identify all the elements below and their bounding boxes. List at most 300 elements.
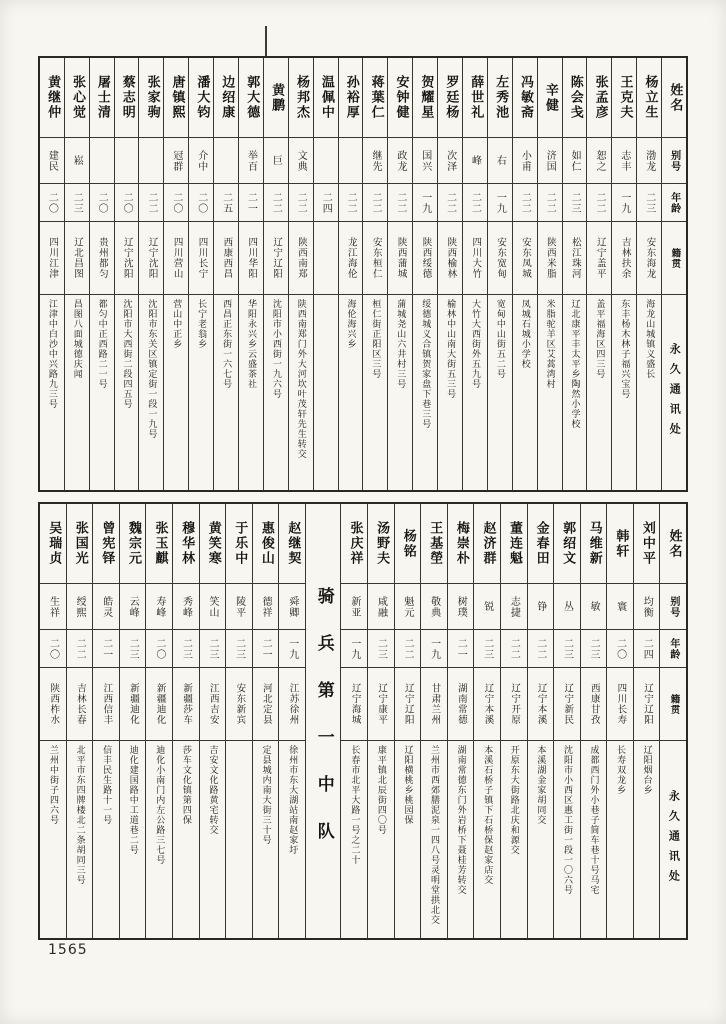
alias-cell: 新亚 bbox=[341, 584, 367, 630]
native-place-cell: 陕西榆林 bbox=[438, 222, 462, 295]
alias-cell bbox=[339, 138, 363, 184]
name-cell: 左秀池 bbox=[488, 58, 512, 138]
alias-cell: 云峰 bbox=[120, 584, 146, 630]
alias-cell: 建民 bbox=[40, 138, 64, 184]
native-place-cell: 辽宁康平 bbox=[368, 668, 394, 741]
address-cell: 凤城石城小学校 bbox=[519, 299, 530, 369]
age-cell: 二二 bbox=[339, 184, 363, 222]
person-column bbox=[40, 58, 64, 490]
name-cell: 杨铭 bbox=[395, 504, 421, 584]
age-cell: 二三 bbox=[474, 630, 500, 668]
person-column bbox=[172, 504, 199, 938]
age-cell: 二〇 bbox=[164, 184, 188, 222]
age-cell: 二〇 bbox=[607, 630, 633, 668]
name-cell: 温佩中 bbox=[314, 58, 338, 138]
age-cell: 一九 bbox=[421, 630, 447, 668]
name-cell: 赵济群 bbox=[474, 504, 500, 584]
address-cell: 都匀中正西路二一号 bbox=[96, 299, 107, 389]
name-cell: 郭大德 bbox=[239, 58, 263, 138]
native-place-cell: 松江珠河 bbox=[563, 222, 587, 295]
alias-cell: 渤龙 bbox=[637, 138, 661, 184]
native-place-cell: 辽宁沈阳 bbox=[115, 222, 139, 295]
name-cell: 杨邦杰 bbox=[289, 58, 313, 138]
name-cell: 冯敏斋 bbox=[513, 58, 537, 138]
person-column bbox=[252, 504, 279, 938]
address-cell: 兰州市西郊膳泥泉一四八号灵明堂拱北交 bbox=[429, 745, 440, 925]
address-cell: 辽北康平丰太平乡陶然小学校 bbox=[569, 299, 580, 429]
address-cell: 湖南常德东门外岩桥下聂桂芳转交 bbox=[455, 745, 466, 895]
address-cell: 莎车文化镇第四保 bbox=[180, 745, 191, 825]
name-cell: 黄笑寒 bbox=[200, 504, 226, 584]
name-cell: 魏宗元 bbox=[120, 504, 146, 584]
name-cell: 薛世礼 bbox=[463, 58, 487, 138]
native-place-cell: 西康西昌 bbox=[214, 222, 238, 295]
person-column bbox=[213, 58, 238, 490]
alias-cell: 树璞 bbox=[448, 584, 474, 630]
person-column bbox=[606, 504, 633, 938]
person-column bbox=[394, 504, 421, 938]
age-cell: 二二 bbox=[363, 184, 387, 222]
person-column bbox=[225, 504, 252, 938]
age-cell: 二二 bbox=[501, 630, 527, 668]
name-cell: 惠俊山 bbox=[253, 504, 279, 584]
age-cell: 二〇 bbox=[115, 184, 139, 222]
alias-cell: 绶熙 bbox=[67, 584, 93, 630]
person-column bbox=[163, 58, 188, 490]
person-column bbox=[362, 58, 387, 490]
name-cell: 安钟健 bbox=[388, 58, 412, 138]
alias-cell: 政龙 bbox=[388, 138, 412, 184]
native-place-cell: 新疆迪化 bbox=[146, 668, 172, 741]
age-cell: 二三 bbox=[200, 630, 226, 668]
age-cell: 二二 bbox=[395, 630, 421, 668]
name-cell: 吴瑞贞 bbox=[40, 504, 66, 584]
person-column bbox=[66, 504, 93, 938]
address-cell: 西昌正东街一六七号 bbox=[221, 299, 232, 389]
name-cell: 蒋葉仁 bbox=[363, 58, 387, 138]
person-column bbox=[420, 504, 447, 938]
alias-cell: 铮 bbox=[528, 584, 554, 630]
address-cell: 徐州市东大湖站南赵家圩 bbox=[287, 745, 298, 855]
alias-cell bbox=[115, 138, 139, 184]
address-cell: 绥德城义合镇贺家盘下巷三号 bbox=[420, 299, 431, 429]
address-cell: 辽阳横桃乡桃园保 bbox=[402, 745, 413, 825]
person-column bbox=[278, 504, 305, 938]
column-header-name: 姓名 bbox=[662, 58, 686, 138]
address-cell: 盖平福海区四三号 bbox=[594, 299, 605, 379]
person-column bbox=[40, 504, 66, 938]
native-place-cell: 陕西蒲城 bbox=[388, 222, 412, 295]
squadron-title: 骑兵第一中队 bbox=[313, 587, 334, 869]
squadron-band-column bbox=[305, 504, 341, 938]
alias-cell: 德祥 bbox=[253, 584, 279, 630]
native-place-cell: 四川长寿 bbox=[607, 668, 633, 741]
native-place-cell: 贵州都匀 bbox=[90, 222, 114, 295]
address-cell: 蒲城尧山六井村三号 bbox=[395, 299, 406, 389]
age-cell: 二〇 bbox=[146, 630, 172, 668]
age-cell: 二三 bbox=[173, 630, 199, 668]
age-cell: 二三 bbox=[581, 630, 607, 668]
alias-cell: 文典 bbox=[289, 138, 313, 184]
name-cell: 于乐中 bbox=[226, 504, 252, 584]
person-column bbox=[199, 504, 226, 938]
alias-cell bbox=[90, 138, 114, 184]
person-column bbox=[412, 58, 437, 490]
address-cell: 大竹大西街外五九号 bbox=[469, 299, 480, 389]
person-column bbox=[586, 58, 611, 490]
age-cell: 二一 bbox=[448, 630, 474, 668]
native-place-cell: 辽宁本溪 bbox=[474, 668, 500, 741]
native-place-cell: 辽宁辽阳 bbox=[264, 222, 288, 295]
address-cell: 沈阳市小西区惠工街一段一〇六号 bbox=[561, 745, 572, 895]
native-place-cell: 四川华阳 bbox=[239, 222, 263, 295]
name-cell: 唐镇熙 bbox=[164, 58, 188, 138]
address-cell: 沈阳市东关区镇定街一段一九号 bbox=[146, 299, 157, 439]
age-cell: 二二 bbox=[463, 184, 487, 222]
native-place-cell: 辽宁辽阳 bbox=[634, 668, 660, 741]
address-cell: 迪化小南门内左公路三七号 bbox=[154, 745, 165, 865]
alias-cell: 锐 bbox=[474, 584, 500, 630]
alias-cell: 均衡 bbox=[634, 584, 660, 630]
native-place-cell: 陕西南郑 bbox=[289, 222, 313, 295]
age-cell: 二二 bbox=[264, 184, 288, 222]
address-cell: 开原东大街路北庆和源交 bbox=[508, 745, 519, 855]
name-cell: 曾宪铎 bbox=[93, 504, 119, 584]
column-header-alias: 别号 bbox=[660, 584, 686, 630]
address-cell: 长宁老翁乡 bbox=[196, 299, 207, 349]
native-place-cell: 陕西柞水 bbox=[40, 668, 66, 741]
age-cell: 二三 bbox=[65, 184, 89, 222]
native-place-cell: 四川营山 bbox=[164, 222, 188, 295]
age-cell: 二一 bbox=[253, 630, 279, 668]
name-cell: 边绍康 bbox=[214, 58, 238, 138]
alias-cell: 介中 bbox=[189, 138, 213, 184]
native-place-cell: 西康甘孜 bbox=[581, 668, 607, 741]
address-cell: 华阳永兴乡云盛茶社 bbox=[245, 299, 256, 389]
age-cell: 一九 bbox=[488, 184, 512, 222]
alias-cell: 峰 bbox=[463, 138, 487, 184]
person-column bbox=[138, 58, 163, 490]
native-place-cell: 吉林长春 bbox=[67, 668, 93, 741]
alias-cell: 举百 bbox=[239, 138, 263, 184]
age-cell: 二二 bbox=[538, 184, 562, 222]
name-cell: 梅崇朴 bbox=[448, 504, 474, 584]
name-cell: 蔡志明 bbox=[115, 58, 139, 138]
age-cell: 二一 bbox=[93, 630, 119, 668]
person-column bbox=[636, 58, 661, 490]
person-column bbox=[527, 504, 554, 938]
age-cell: 二二 bbox=[528, 630, 554, 668]
name-cell: 张孟彦 bbox=[587, 58, 611, 138]
age-cell: 二三 bbox=[226, 630, 252, 668]
person-column bbox=[119, 504, 146, 938]
address-cell: 吉安文化路黄宅转交 bbox=[207, 745, 218, 835]
age-cell: 二三 bbox=[554, 630, 580, 668]
person-column bbox=[387, 58, 412, 490]
alias-cell: 继先 bbox=[363, 138, 387, 184]
age-cell: 二二 bbox=[438, 184, 462, 222]
alias-cell: 巨 bbox=[264, 138, 288, 184]
age-cell: 一九 bbox=[279, 630, 305, 668]
native-place-cell: 辽北昌图 bbox=[65, 222, 89, 295]
column-header-native: 籍贯 bbox=[660, 668, 686, 741]
alias-cell bbox=[214, 138, 238, 184]
person-column bbox=[313, 58, 338, 490]
age-cell: 二二 bbox=[388, 184, 412, 222]
native-place-cell: 辽宁开原 bbox=[501, 668, 527, 741]
address-cell: 康平镇北辰街四〇号 bbox=[375, 745, 386, 835]
age-cell: 二二 bbox=[67, 630, 93, 668]
address-cell: 营山中正乡 bbox=[171, 299, 182, 349]
native-place-cell: 吉林扶余 bbox=[612, 222, 636, 295]
alias-cell bbox=[314, 138, 338, 184]
person-column bbox=[462, 58, 487, 490]
name-cell: 刘中平 bbox=[634, 504, 660, 584]
column-header-age: 年龄 bbox=[660, 630, 686, 668]
header-column bbox=[661, 58, 686, 490]
name-cell: 潘大钧 bbox=[189, 58, 213, 138]
address-cell: 昌图八面城德庆闻 bbox=[71, 299, 82, 379]
address-cell: 本溪石桥子镇下石桥保赵家店交 bbox=[482, 745, 493, 885]
name-cell: 贺耀星 bbox=[413, 58, 437, 138]
address-cell bbox=[314, 295, 338, 490]
person-column bbox=[447, 504, 474, 938]
age-cell: 二四 bbox=[634, 630, 660, 668]
alias-cell bbox=[139, 138, 163, 184]
address-cell: 榆林中山南大街五三号 bbox=[445, 299, 456, 399]
name-cell: 张庆祥 bbox=[341, 504, 367, 584]
native-place-cell: 四川长宁 bbox=[189, 222, 213, 295]
address-cell: 宽甸中山街五二号 bbox=[494, 299, 505, 379]
person-column bbox=[263, 58, 288, 490]
person-column bbox=[580, 504, 607, 938]
address-cell: 江津中白沙中兴路九三号 bbox=[46, 299, 57, 409]
person-column bbox=[89, 58, 114, 490]
native-place-cell: 辽宁本溪 bbox=[528, 668, 554, 741]
native-place-cell: 新疆迪化 bbox=[120, 668, 146, 741]
name-cell: 黄鹏 bbox=[264, 58, 288, 138]
alias-cell: 国兴 bbox=[413, 138, 437, 184]
native-place-cell: 四川大竹 bbox=[463, 222, 487, 295]
age-cell: 二二 bbox=[139, 184, 163, 222]
native-place-cell: 安东海龙 bbox=[637, 222, 661, 295]
address-cell bbox=[226, 741, 252, 938]
alias-cell: 魁元 bbox=[395, 584, 421, 630]
native-place-cell: 辽宁海城 bbox=[341, 668, 367, 741]
address-cell: 信丰民生路十一号 bbox=[101, 745, 112, 825]
alias-cell: 陵平 bbox=[226, 584, 252, 630]
age-cell: 二三 bbox=[120, 630, 146, 668]
name-cell: 马维新 bbox=[581, 504, 607, 584]
native-place-cell: 安东新宾 bbox=[226, 668, 252, 741]
alias-cell: 次泽 bbox=[438, 138, 462, 184]
alias-cell: 舜卿 bbox=[279, 584, 305, 630]
native-place-cell: 辽宁沈阳 bbox=[139, 222, 163, 295]
age-cell: 二〇 bbox=[40, 630, 66, 668]
header-column bbox=[659, 504, 686, 938]
person-column bbox=[288, 58, 313, 490]
age-cell: 二二 bbox=[587, 184, 611, 222]
name-cell: 罗廷杨 bbox=[438, 58, 462, 138]
alias-cell: 咸融 bbox=[368, 584, 394, 630]
name-cell: 赵继契 bbox=[279, 504, 305, 584]
person-column bbox=[562, 58, 587, 490]
address-cell: 米脂驼羊区艾蒿湾村 bbox=[544, 299, 555, 389]
alias-cell: 生祥 bbox=[40, 584, 66, 630]
address-cell: 长春市北平大路一号之二十 bbox=[349, 745, 360, 865]
name-cell: 董连魁 bbox=[501, 504, 527, 584]
native-place-cell: 辽宁辽阳 bbox=[395, 668, 421, 741]
address-cell: 本溪湖金家胡同交 bbox=[535, 745, 546, 825]
age-cell: 二一 bbox=[239, 184, 263, 222]
native-place-cell: 陕西绥德 bbox=[413, 222, 437, 295]
person-column bbox=[338, 58, 363, 490]
alias-cell: 崧 bbox=[65, 138, 89, 184]
alias-cell: 丛 bbox=[554, 584, 580, 630]
address-cell: 辽阳烟台乡 bbox=[641, 745, 652, 795]
name-cell: 汤野夫 bbox=[368, 504, 394, 584]
name-cell: 孙裕厚 bbox=[339, 58, 363, 138]
column-header-address: 永久通讯处 bbox=[667, 790, 681, 890]
person-column bbox=[188, 58, 213, 490]
name-cell: 金春田 bbox=[528, 504, 554, 584]
alias-cell: 志捷 bbox=[501, 584, 527, 630]
age-cell: 二〇 bbox=[40, 184, 64, 222]
name-cell: 杨立生 bbox=[637, 58, 661, 138]
name-cell: 陈会戋 bbox=[563, 58, 587, 138]
address-cell: 北平市东四牌楼北二条胡同三号 bbox=[74, 745, 85, 885]
person-column bbox=[92, 504, 119, 938]
alias-cell: 寰 bbox=[607, 584, 633, 630]
native-place-cell: 四川江津 bbox=[40, 222, 64, 295]
column-header-alias: 别号 bbox=[662, 138, 686, 184]
address-cell: 沈阳市大西街二段四五号 bbox=[121, 299, 132, 409]
native-place-cell: 江西信丰 bbox=[93, 668, 119, 741]
name-cell: 张家驹 bbox=[139, 58, 163, 138]
age-cell: 二三 bbox=[637, 184, 661, 222]
address-cell: 成都西门外小巷子简车巷十号马宅 bbox=[588, 745, 599, 895]
age-cell: 二五 bbox=[214, 184, 238, 222]
person-column bbox=[64, 58, 89, 490]
column-header-address: 永久通讯处 bbox=[668, 343, 682, 443]
alias-cell: 笑山 bbox=[200, 584, 226, 630]
age-cell: 二二 bbox=[513, 184, 537, 222]
native-place-cell: 江苏徐州 bbox=[279, 668, 305, 741]
person-column bbox=[473, 504, 500, 938]
native-place-cell: 新疆莎车 bbox=[173, 668, 199, 741]
fold-crease-mark bbox=[265, 26, 267, 56]
person-column bbox=[487, 58, 512, 490]
address-cell: 桓仁街正阳区三号 bbox=[370, 299, 381, 379]
name-cell: 黄继仲 bbox=[40, 58, 64, 138]
alias-cell: 济国 bbox=[538, 138, 562, 184]
native-place-cell: 甘肃兰州 bbox=[421, 668, 447, 741]
person-column bbox=[437, 58, 462, 490]
alias-cell: 如仁 bbox=[563, 138, 587, 184]
page-number: 1565 bbox=[48, 942, 88, 958]
name-cell: 屠士清 bbox=[90, 58, 114, 138]
name-cell: 郭绍文 bbox=[554, 504, 580, 584]
alias-cell: 志丰 bbox=[612, 138, 636, 184]
name-cell: 王克夫 bbox=[612, 58, 636, 138]
alias-cell: 冠群 bbox=[164, 138, 188, 184]
native-place-cell: 辽宁新民 bbox=[554, 668, 580, 741]
native-place-cell bbox=[314, 222, 338, 295]
age-cell: 一九 bbox=[612, 184, 636, 222]
native-place-cell: 江西吉安 bbox=[200, 668, 226, 741]
age-cell: 二三 bbox=[368, 630, 394, 668]
person-column bbox=[238, 58, 263, 490]
address-cell: 兰州中街子四六号 bbox=[47, 745, 58, 825]
native-place-cell: 安东桓仁 bbox=[363, 222, 387, 295]
name-cell: 穆华林 bbox=[173, 504, 199, 584]
address-cell: 定县城内南大街三十号 bbox=[260, 745, 271, 845]
address-cell: 陕西南郑门外大河坎叶茂轩先生转交 bbox=[295, 299, 306, 459]
alias-cell: 右 bbox=[488, 138, 512, 184]
name-cell: 张国光 bbox=[67, 504, 93, 584]
person-column bbox=[340, 504, 367, 938]
person-column bbox=[145, 504, 172, 938]
age-cell: 二三 bbox=[563, 184, 587, 222]
alias-cell: 恕之 bbox=[587, 138, 611, 184]
address-cell: 东丰杨木林子福兴宝号 bbox=[619, 299, 630, 399]
native-place-cell: 陕西米脂 bbox=[538, 222, 562, 295]
alias-cell: 皓灵 bbox=[93, 584, 119, 630]
name-cell: 张心觉 bbox=[65, 58, 89, 138]
age-cell: 二〇 bbox=[90, 184, 114, 222]
roster-table-bottom bbox=[38, 502, 688, 940]
column-header-native: 籍贯 bbox=[662, 222, 686, 295]
person-column bbox=[553, 504, 580, 938]
address-cell: 长寿双龙乡 bbox=[615, 745, 626, 795]
age-cell: 一九 bbox=[341, 630, 367, 668]
alias-cell: 敏 bbox=[581, 584, 607, 630]
address-cell: 海伦海兴乡 bbox=[345, 299, 356, 349]
address-cell: 海龙山城镇义盛长 bbox=[644, 299, 655, 379]
native-place-cell: 湖南常德 bbox=[448, 668, 474, 741]
native-place-cell: 河北定县 bbox=[253, 668, 279, 741]
column-header-name: 姓名 bbox=[660, 504, 686, 584]
native-place-cell: 安东宽甸 bbox=[488, 222, 512, 295]
native-place-cell: 辽宁盖平 bbox=[587, 222, 611, 295]
address-cell: 沈阳市小西街一九六号 bbox=[270, 299, 281, 399]
person-column bbox=[611, 58, 636, 490]
alias-cell: 敬典 bbox=[421, 584, 447, 630]
roster-table-top bbox=[38, 56, 688, 492]
alias-cell: 小甫 bbox=[513, 138, 537, 184]
person-column bbox=[500, 504, 527, 938]
native-place-cell: 安东凤城 bbox=[513, 222, 537, 295]
alias-cell: 秀峰 bbox=[173, 584, 199, 630]
column-header-age: 年龄 bbox=[662, 184, 686, 222]
person-column bbox=[114, 58, 139, 490]
person-column bbox=[512, 58, 537, 490]
person-column bbox=[537, 58, 562, 490]
name-cell: 张玉麒 bbox=[146, 504, 172, 584]
age-cell: 一九 bbox=[413, 184, 437, 222]
alias-cell: 寿峰 bbox=[146, 584, 172, 630]
age-cell: 二〇 bbox=[189, 184, 213, 222]
age-cell: 二二 bbox=[289, 184, 313, 222]
name-cell: 韩轩 bbox=[607, 504, 633, 584]
person-column bbox=[633, 504, 660, 938]
address-cell: 迪化建国路中工道巷二号 bbox=[127, 745, 138, 855]
name-cell: 王基塋 bbox=[421, 504, 447, 584]
native-place-cell: 龙江海伦 bbox=[339, 222, 363, 295]
age-cell: 二四 bbox=[314, 184, 338, 222]
name-cell: 辛健 bbox=[538, 58, 562, 138]
person-column bbox=[367, 504, 394, 938]
